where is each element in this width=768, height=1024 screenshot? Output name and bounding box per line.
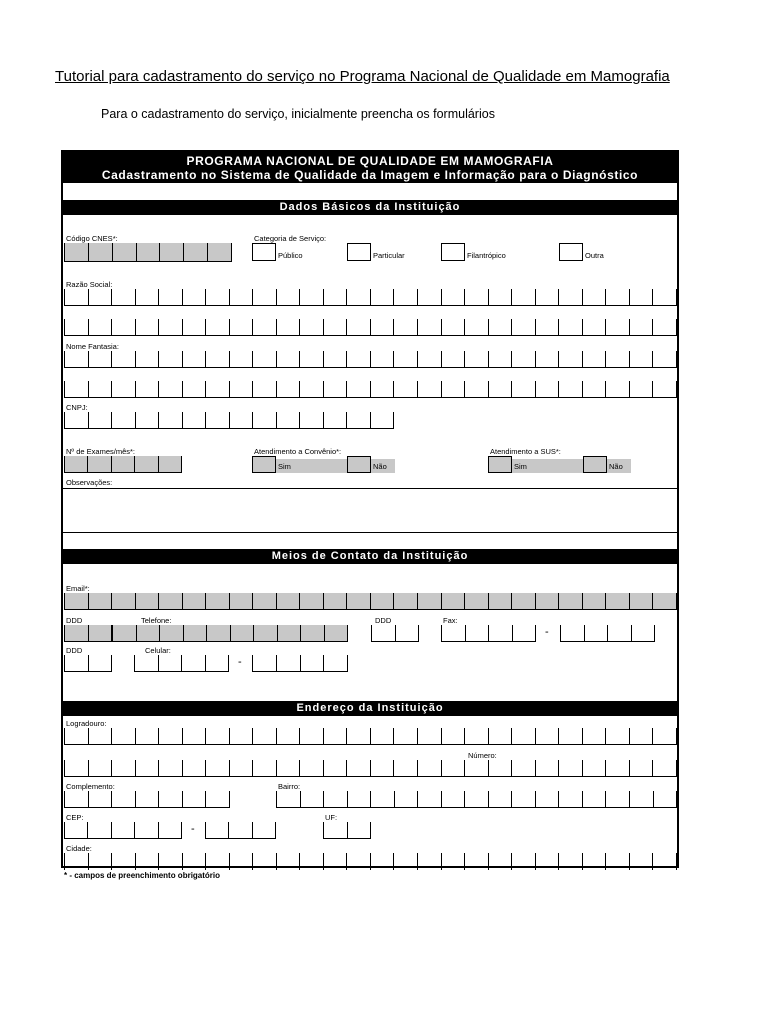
sus-nao-label: Não (609, 462, 623, 471)
razao-social-input-line1[interactable] (64, 289, 677, 306)
cnpj-label: CNPJ: (66, 403, 88, 412)
celular-input-part1[interactable] (134, 655, 229, 672)
particular-label: Particular (373, 251, 405, 260)
particular-checkbox[interactable] (347, 243, 371, 261)
observacoes-input[interactable] (63, 489, 677, 532)
cidade-label: Cidade: (66, 844, 92, 853)
logradouro-label: Logradouro: (66, 719, 107, 728)
razao-social-input-line2[interactable] (64, 319, 677, 336)
bairro-label: Bairro: (278, 782, 301, 791)
document-title: Tutorial para cadastramento do serviço no Programa Nacional de Qualidade em Mamografia (55, 68, 670, 85)
ddd-fax-label: DDD (375, 616, 392, 625)
fax-input-part2[interactable] (560, 625, 655, 642)
celular-separator: - (238, 656, 242, 668)
celular-label: Celular: (145, 646, 171, 655)
numero-label: Número: (468, 751, 497, 760)
form-header (63, 152, 677, 183)
complemento-label: Complemento: (66, 782, 115, 791)
email-label: Email*: (66, 584, 90, 593)
cnpj-input[interactable] (64, 412, 394, 429)
sus-label: Atendimento a SUS*: (490, 447, 561, 456)
fax-input-part1[interactable] (441, 625, 536, 642)
ddd-telefone-label: DDD (66, 616, 83, 625)
observacoes-label: Observações: (66, 478, 113, 487)
convenio-nao-label: Não (373, 462, 387, 471)
razao-social-label: Razão Social: (66, 280, 113, 289)
bairro-input[interactable] (276, 791, 677, 808)
email-input[interactable] (64, 593, 677, 610)
registration-form (61, 150, 679, 868)
celular-input-part2[interactable] (252, 655, 348, 672)
form-subtitle: Cadastramento no Sistema de Qualidade da Imagem e Informação para o Diagnóstico (101, 168, 639, 182)
convenio-sim-label: Sim (278, 462, 291, 471)
ddd-fax-input[interactable] (371, 625, 419, 642)
observacoes-bottom-line (63, 532, 677, 533)
nome-fantasia-input-line1[interactable] (64, 351, 677, 368)
telefone-label: Telefone: (141, 616, 172, 625)
cep-label: CEP: (66, 813, 84, 822)
sus-sim-label: Sim (514, 462, 527, 471)
required-fields-footnote: * - campos de preenchimento obrigatório (64, 871, 221, 880)
filantropico-checkbox[interactable] (441, 243, 465, 261)
exames-label: Nº de Exames/mês*: (66, 447, 136, 456)
nome-fantasia-input-line2[interactable] (64, 381, 677, 398)
convenio-nao-checkbox[interactable] (347, 456, 371, 473)
telefone-input[interactable] (112, 625, 348, 642)
logradouro-input-line1[interactable] (64, 728, 677, 745)
cnes-label: Código CNES*: (66, 234, 118, 243)
publico-label: Público (278, 251, 303, 260)
filantropico-label: Filantrópico (467, 251, 506, 260)
ddd-telefone-input[interactable] (64, 625, 112, 642)
cep-input-part1[interactable] (64, 822, 182, 839)
cidade-input[interactable] (64, 853, 677, 870)
complemento-input[interactable] (64, 791, 230, 808)
section-address-header: Endereço da Instituição (63, 701, 677, 716)
publico-checkbox[interactable] (252, 243, 276, 261)
fax-separator: - (545, 626, 549, 638)
intro-text: Para o cadastramento do serviço, inicialmente preencha os formulários (101, 107, 495, 121)
cep-input-part2[interactable] (205, 822, 276, 839)
logradouro-input-line2[interactable] (64, 760, 677, 777)
convenio-label: Atendimento a Convênio*: (254, 447, 342, 456)
outra-checkbox[interactable] (559, 243, 583, 261)
uf-input[interactable] (323, 822, 371, 839)
ddd-celular-label: DDD (66, 646, 83, 655)
convenio-sim-checkbox[interactable] (252, 456, 276, 473)
fax-label: Fax: (443, 616, 458, 625)
form-title: PROGRAMA NACIONAL DE QUALIDADE EM MAMOGRAFIA (186, 154, 554, 168)
categoria-label: Categoria de Serviço: (254, 234, 327, 243)
section-basic-header: Dados Básicos da Instituição (63, 200, 677, 215)
cep-separator: - (191, 823, 195, 835)
outra-label: Outra (585, 251, 604, 260)
section-contact-header: Meios de Contato da Instituição (63, 549, 677, 564)
exames-input[interactable] (64, 456, 182, 473)
ddd-celular-input[interactable] (64, 655, 112, 672)
nome-fantasia-label: Nome Fantasia: (66, 342, 119, 351)
uf-label: UF: (325, 813, 338, 822)
sus-sim-checkbox[interactable] (488, 456, 512, 473)
sus-nao-checkbox[interactable] (583, 456, 607, 473)
cnes-input[interactable] (64, 243, 232, 262)
